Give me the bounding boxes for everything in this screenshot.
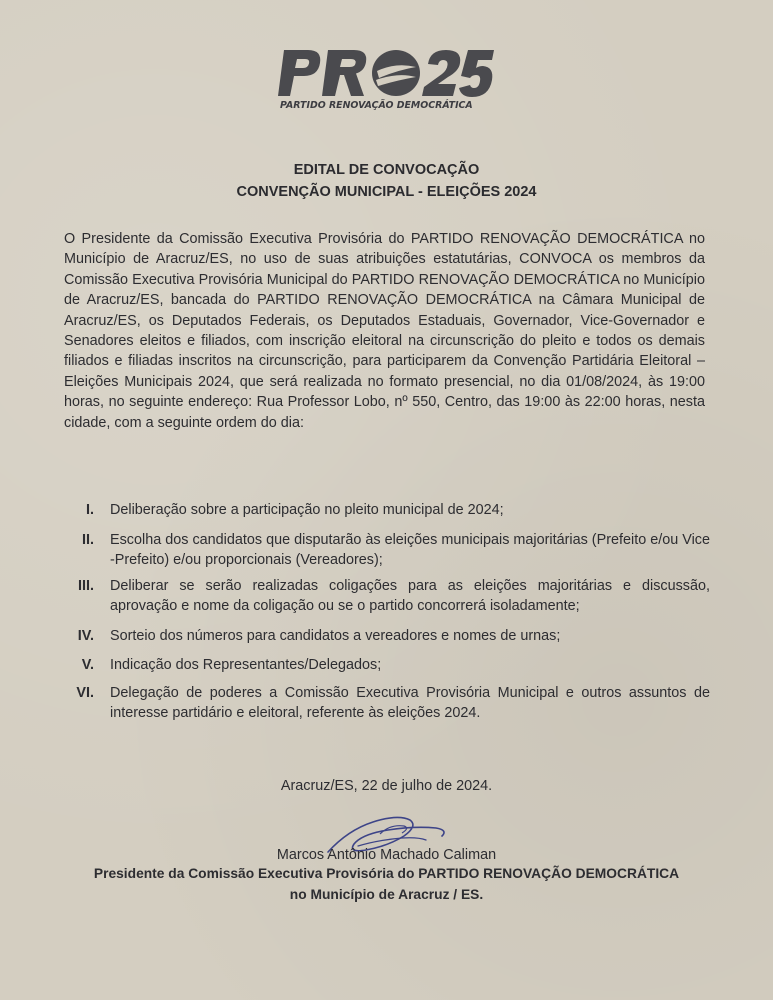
agenda-item-number: III.: [78, 578, 94, 594]
place-and-date: Aracruz/ES, 22 de julho de 2024.: [280, 778, 493, 794]
logo-party-name: PARTIDO RENOVAÇÃO DEMOCRÁTICA: [280, 100, 473, 111]
agenda-item-number: II.: [82, 532, 94, 548]
logo-mark-icon: [278, 44, 494, 102]
agenda-item-text: Delegação de poderes a Comissão Executiva Provisória Municipal e outros assuntos de interesse partidário e eleitoral, referente às eleições 2024.: [110, 685, 710, 722]
agenda-item-number: V.: [81, 657, 94, 673]
signatory-municipality: no Município de Aracruz / ES.: [289, 887, 484, 902]
party-logo: [278, 44, 494, 116]
agenda-item-number: VI.: [76, 685, 94, 701]
agenda-item-number: I.: [86, 502, 94, 518]
signatory-name: Marcos Antônio Machado Caliman: [276, 847, 497, 863]
document-subtitle: CONVENÇÃO MUNICIPAL - ELEIÇÕES 2024: [236, 184, 537, 200]
agenda-item-text: Deliberação sobre a participação no pleito municipal de 2024;: [110, 502, 504, 518]
agenda-item-text: Deliberar se serão realizadas coligações para as eleições majoritárias e discussão, aprovação e nome da coligação ou se o partido concorrerá isoladamente;: [110, 578, 710, 615]
agenda-item-text: Sorteio dos números para candidatos a vereadores e nomes de urnas;: [110, 628, 561, 644]
agenda-item-text: Indicação dos Representantes/Delegados;: [110, 657, 382, 673]
agenda-item-number: IV.: [77, 628, 94, 644]
document-title: EDITAL DE CONVOCAÇÃO: [293, 162, 480, 178]
convocation-paragraph: O Presidente da Comissão Executiva Provisória do PARTIDO RENOVAÇÃO DEMOCRÁTICA no Município de Aracruz/ES, no uso de suas atribuições estatutárias, CONVOCA os membros da Comissão Executiva Provisória Municipal do PARTIDO RENOVAÇÃO DEMOCRÁTICA no Município de Aracruz/ES, bancada do PARTIDO RENOVAÇÃO DEMOCRÁTICA na Câmara Municipal de Aracruz/ES, os Deputados Federais, os Deputados Estaduais, Governador, Vice-Governador e Senadores eleitos e filiados, com inscrição eleitoral na circunscrição do pleito e todos os demais filiados e filiadas inscritos na circunscrição, para participarem da Convenção Partidária Eleitoral – Eleições Municipais 2024, que será realizada no formato presencial, no dia 01/08/2024, às 19:00 horas, no seguinte endereço: Rua Professor Lobo, nº 550, Centro, das 19:00 às 22:00 horas, nesta cidade, com a seguinte ordem do dia:: [64, 231, 705, 431]
signatory-role: Presidente da Comissão Executiva Provisória do PARTIDO RENOVAÇÃO DEMOCRÁTICA: [93, 866, 680, 881]
agenda-item-text: Escolha dos candidatos que disputarão às eleições municipais majoritárias (Prefeito e/ou Vice -Prefeito) e/ou proporcionais (Vereadores);: [110, 532, 710, 569]
